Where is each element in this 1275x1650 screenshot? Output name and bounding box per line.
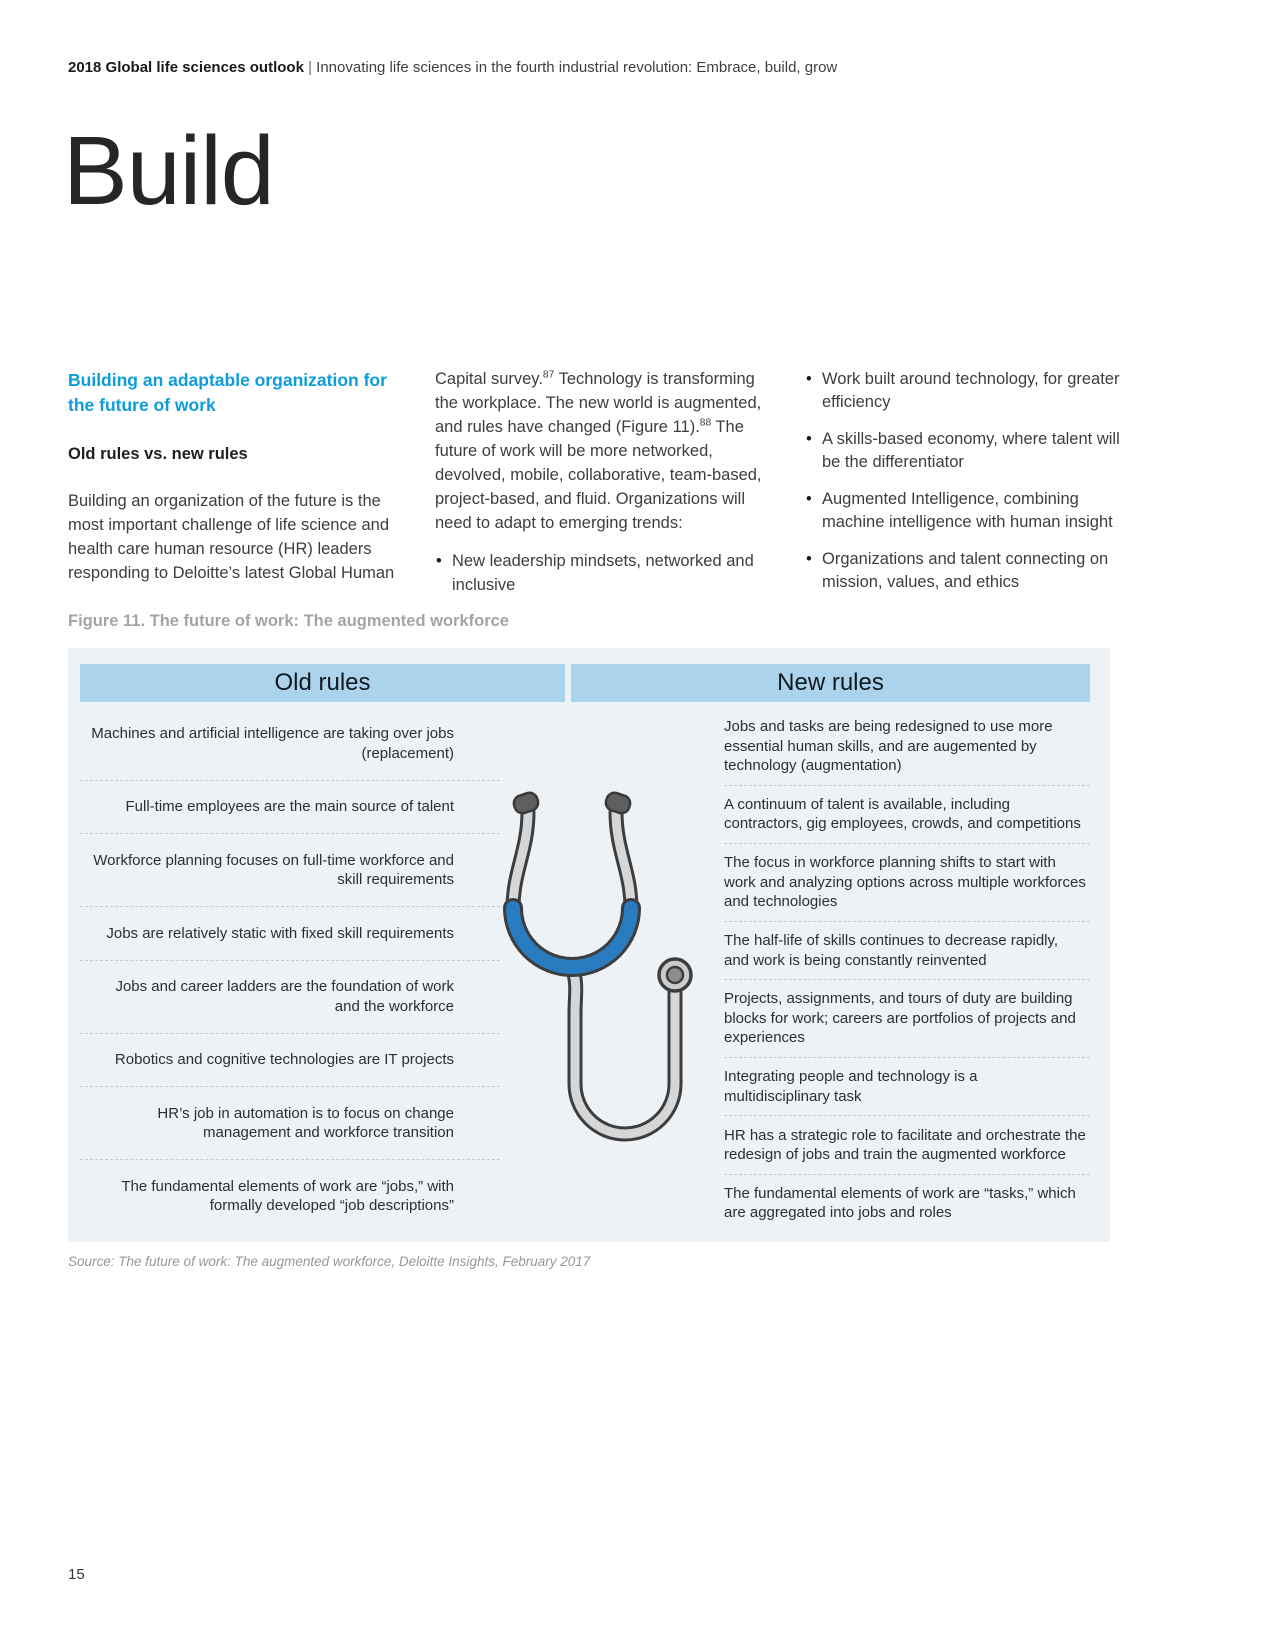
old-rule-row xyxy=(80,1159,500,1232)
old-rule-text: Jobs and career ladders are the foundation of work and the workforce xyxy=(115,978,454,1015)
new-rule-row xyxy=(724,921,1090,979)
trend-bullet-list xyxy=(805,368,1130,594)
old-rule-text: Jobs are relatively static with fixed skill requirements xyxy=(106,924,454,942)
new-rules-header: New rules xyxy=(571,664,1090,702)
trend-bullet: • Work built around technology, for greater efficiency xyxy=(805,368,1130,415)
footnote-ref-88: 88 xyxy=(699,417,712,429)
new-rules-column xyxy=(724,708,1090,1232)
old-rules-header: Old rules xyxy=(80,664,565,702)
earpiece-right xyxy=(604,791,632,816)
old-rule-text: HR’s job in automation is to focus on change management and workforce transition xyxy=(157,1104,454,1142)
new-rule-row xyxy=(724,979,1090,1057)
new-rule-text: The fundamental elements of work are “tasks,” which are aggregated into jobs and roles xyxy=(724,1184,1076,1222)
new-rule-text: A continuum of talent is available, including contractors, gig employees, crowds, and competitions xyxy=(724,795,1081,833)
old-rule-text: Robotics and cognitive technologies are IT projects xyxy=(114,1051,454,1069)
paragraph-text: Capital survey. xyxy=(435,370,543,388)
source-note: Source: The future of work: The augmented workforce, Deloitte Insights, February 2017 xyxy=(68,1254,591,1269)
old-rule-row xyxy=(80,960,500,1033)
new-rule-row xyxy=(724,785,1090,843)
report-subtitle: Innovating life sciences in the fourth industrial revolution: Embrace, build, grow xyxy=(316,59,838,76)
new-rule-row xyxy=(724,1115,1090,1173)
header-separator: | xyxy=(303,59,317,76)
trend-bullet: • New leadership mindsets, networked and inclusive xyxy=(435,550,775,597)
new-rule-text: The half-life of skills continues to decrease rapidly, and work is being constantly reinvented xyxy=(724,932,1059,969)
figure-caption: Figure 11. The future of work: The augmented workforce xyxy=(68,612,509,630)
old-rule-row xyxy=(80,833,500,906)
subsection-heading: Building an adaptable organization for the future of work xyxy=(68,370,387,415)
new-rule-text: HR has a strategic role to facilitate and orchestrate the redesign of jobs and train the augmented workforce xyxy=(724,1126,1086,1164)
trend-bullet: • Augmented Intelligence, combining machine intelligence with human insight xyxy=(805,488,1130,535)
intro-paragraph-1: Building an organization of the future is the most important challenge of life science and health care human resource (HR) leaders responding to Deloitte’s latest Global Human xyxy=(68,492,395,582)
trend-bullet: • Organizations and talent connecting on mission, values, and ethics xyxy=(805,548,1130,595)
intro-paragraph-2 xyxy=(435,368,775,535)
old-rule-text: Machines and artificial intelligence are taking over jobs (replacement) xyxy=(91,725,454,762)
new-rule-text: Projects, assignments, and tours of duty are building blocks for work; careers are portfolios of projects and experiences xyxy=(724,990,1076,1047)
intro-columns xyxy=(68,368,1130,597)
old-rule-row xyxy=(80,1086,500,1159)
old-rule-row xyxy=(80,1033,500,1086)
figure-11 xyxy=(68,648,1110,1242)
old-rule-text: Full-time employees are the main source of talent xyxy=(125,798,454,816)
intro-column-3 xyxy=(805,368,1130,594)
section-title: Build xyxy=(63,116,274,225)
old-rule-row xyxy=(80,780,500,833)
trend-bullet-list xyxy=(435,550,775,597)
new-rule-text: Integrating people and technology is a multidisciplinary task xyxy=(724,1068,978,1105)
new-rule-row xyxy=(724,1057,1090,1115)
new-rule-row xyxy=(724,708,1090,785)
new-rule-text: The focus in workforce planning shifts to start with work and analyzing options across multiple workforces and technologies xyxy=(724,854,1086,911)
new-rule-row xyxy=(724,843,1090,921)
new-rule-text: Jobs and tasks are being redesigned to use more essential human skills, and are augemented by technology (augmentation) xyxy=(724,718,1053,775)
stethoscope-icon xyxy=(492,784,717,1149)
intro-column-2 xyxy=(435,368,775,597)
running-header xyxy=(68,58,1207,78)
page-number: 15 xyxy=(68,1566,85,1583)
figure-header-bars xyxy=(80,664,1090,702)
old-vs-new-heading: Old rules vs. new rules xyxy=(68,445,248,463)
earpiece-left xyxy=(512,791,540,816)
intro-column-1 xyxy=(68,368,413,586)
new-rule-row xyxy=(724,1174,1090,1232)
report-title: 2018 Global life sciences outlook xyxy=(68,59,304,76)
old-rule-row xyxy=(80,708,500,780)
old-rule-row xyxy=(80,906,500,959)
old-rule-text: Workforce planning focuses on full-time workforce and skill requirements xyxy=(93,851,454,889)
trend-bullet: • A skills-based economy, where talent will be the differentiator xyxy=(805,428,1130,475)
footnote-ref-87: 87 xyxy=(542,369,555,381)
paragraph-text: The future of work will be more networked, devolved, mobile, collaborative, team-based, project-based, and fluid. Organizations will need to adapt to emerging trends: xyxy=(435,417,762,532)
old-rule-text: The fundamental elements of work are “jobs,” with formally developed “job descriptions” xyxy=(121,1177,454,1215)
old-rules-column xyxy=(80,708,500,1232)
paragraph-text: Technology is transforming the workplace. The new world is augmented, and rules have changed (Figure 11). xyxy=(435,370,762,436)
